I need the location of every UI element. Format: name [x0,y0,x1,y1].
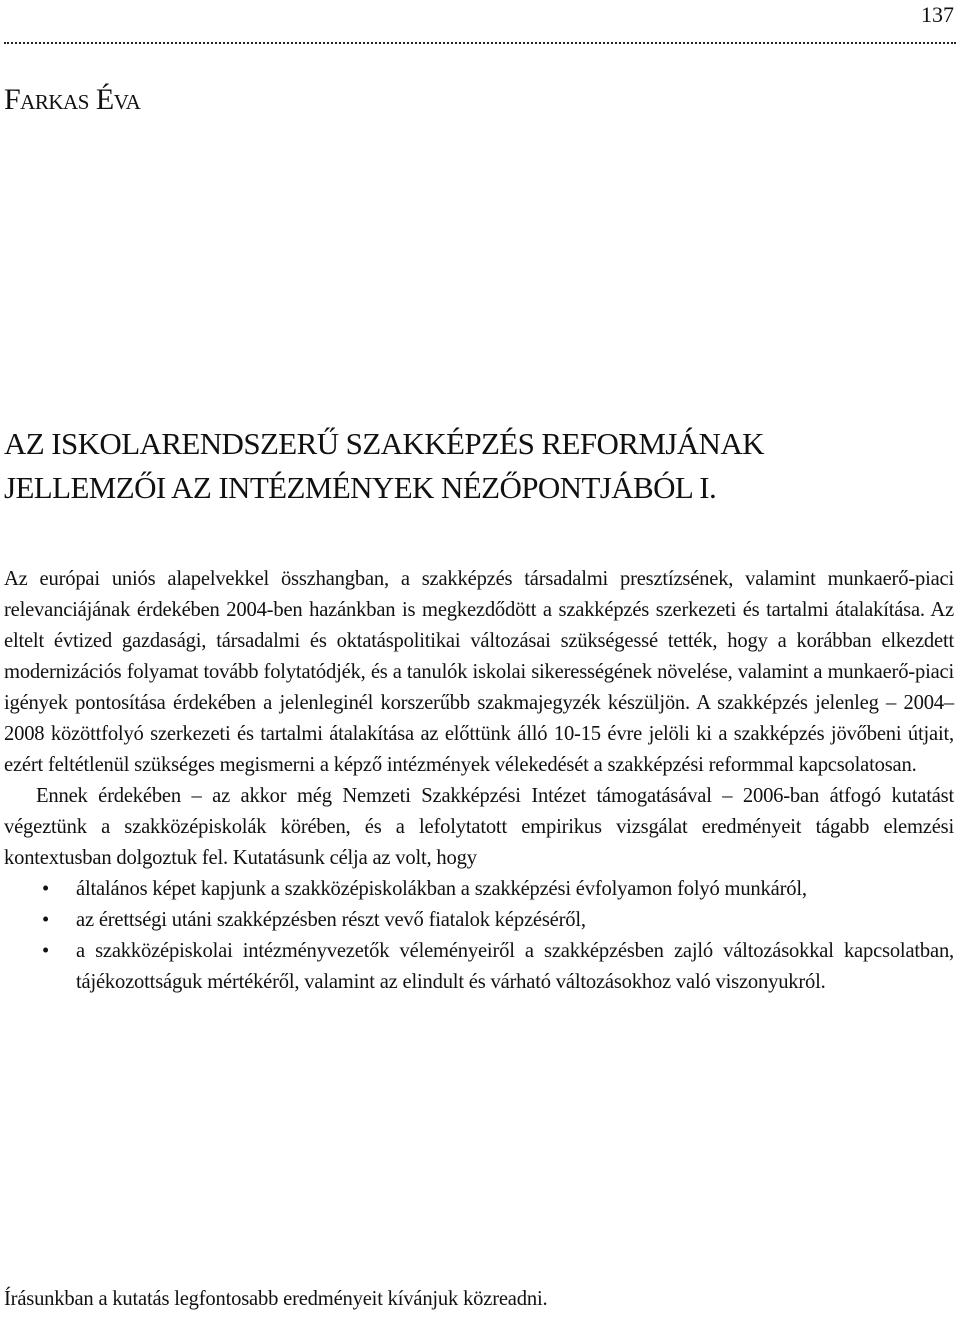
closing-sentence: Írásunkban a kutatás legfontosabb eredményeit kívánjuk közreadni. [4,1288,548,1310]
paragraph-1: Az európai uniós alapelvekkel összhangban, a szakképzés társadalmi presztízsének, valamint munkaerő-piaci relevanciájának érdekében 2004-ben hazánkban is megkezdődött a szakképzés szerkezeti és tartalmi átalakítása. Az eltelt évtized gazdasági, társadalmi és oktatáspolitikai változásai szükségessé tették, hogy a korábban elkezdett modernizációs folyamat tovább folytatódjék, és a tanulók iskolai sikerességének növelése, valamint a munkaerő-piaci igények pontosítása érdekében a jelenleginél korszerűbb szakmajegyzék készüljön. A szakképzés jelenleg – 2004–2008 közöttfolyó szerkezeti és tartalmi átalakítása az előttünk álló 10-15 évre jelöli ki a szakképzés jövőbeni útjait, ezért feltétlenül szükséges megismerni a képző intézmények vélekedését a szakképzési reformmal kapcsolatosan. [4,568,954,776]
list-item-text: a szakközépiskolai intézményvezetők véleményeiről a szakképzésben zajló változásokkal kapcsolatban, tájékozottságuk mértékéről, valamint az elindult és várható változásokhoz való viszonyukról. [76,940,954,993]
list-item [4,936,954,998]
article-title-line-1: AZ ISKOLARENDSZERŰ SZAKKÉPZÉS REFORMJÁNAK [4,426,764,461]
list-item-text: az érettségi utáni szakképzésben részt vevő fiatalok képzéséről, [76,909,586,931]
bullet-icon: • [42,878,50,900]
header-dotted-rule [4,42,956,44]
list-item [4,874,954,905]
author-name: Farkas Éva [4,83,141,116]
article-title [4,422,944,510]
bullet-icon: • [42,940,50,962]
article-body [4,564,954,998]
bullet-icon: • [42,909,50,931]
list-item [4,905,954,936]
page-number: 137 [921,2,954,27]
paragraph-2: Ennek érdekében – az akkor még Nemzeti Szakképzési Intézet támogatásával – 2006-ban átfogó kutatást végeztünk a szakközépiskolák körében, és a lefolytatott empirikus vizsgálat eredményeit tágabb elemzési kontextusban dolgoztuk fel. Kutatásunk célja az volt, hogy [4,785,954,869]
list-item-text: általános képet kapjunk a szakközépiskolákban a szakképzési évfolyamon folyó munkáról, [76,878,807,900]
research-goals-list [4,874,954,998]
article-title-line-2: JELLEMZŐI AZ INTÉZMÉNYEK NÉZŐPONTJÁBÓL I. [4,470,717,505]
